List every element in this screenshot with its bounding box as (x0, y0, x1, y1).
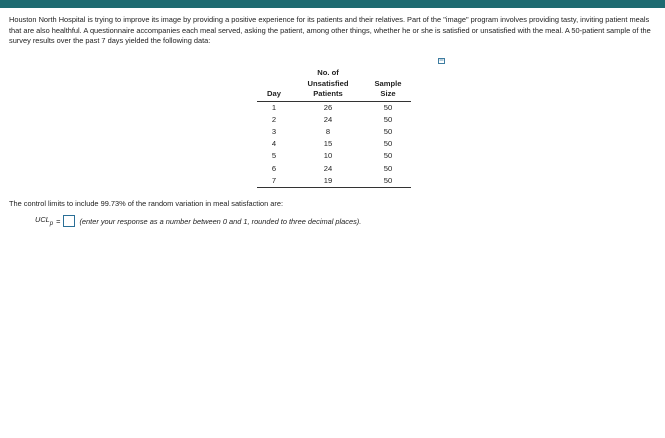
ucl-answer-line (35, 215, 361, 227)
cell-day: 3 (271, 126, 277, 136)
table-row (257, 150, 411, 162)
cell-unsatisfied: 26 (323, 102, 333, 112)
ucl-answer-input[interactable] (63, 215, 75, 227)
cell-unsatisfied: 24 (323, 114, 333, 124)
table-row (257, 114, 411, 126)
cell-sample-size: 50 (383, 139, 393, 149)
table-header-row (257, 68, 411, 101)
top-bar (0, 0, 665, 8)
cell-unsatisfied: 8 (325, 126, 331, 136)
cell-day: 7 (257, 175, 291, 188)
table-row (257, 175, 411, 188)
table-row (257, 126, 411, 138)
cell-day: 1 (271, 102, 277, 112)
cell-day: 5 (271, 151, 277, 161)
cell-unsatisfied: 15 (323, 139, 333, 149)
header-unsatisfied: No. of Unsatisfied Patients (291, 68, 365, 101)
answer-hint: (enter your response as a number between 0 and 1, rounded to three decimal places). (79, 216, 362, 226)
ucl-label: $UCL_p$ (35, 215, 54, 227)
header-day: Day (257, 68, 291, 101)
survey-data-table (257, 68, 411, 188)
table-row (257, 138, 411, 150)
problem-text: Houston North Hospital is trying to improve its image by providing a positive experience for its patients and their relatives. Part of the "image" program involves providing tasty, inviting patient meals that are also healthful. A questionnaire accompanies each meal served, asking the patient, among other things, whether he or she is satisfied or unsatisfied with the meal. A 50-patient sample of the survey results over the past 7 days yielded the following data: (9, 15, 651, 46)
control-limits-statement: The control limits to include 99.73% of the random variation in meal satisfaction are: (9, 199, 284, 208)
cell-sample-size: 50 (383, 151, 393, 161)
cell-day: 4 (271, 139, 277, 149)
cell-unsatisfied: 10 (323, 151, 333, 161)
equals-sign: = (56, 216, 61, 226)
cell-sample-size: 50 (383, 163, 393, 173)
copy-icon[interactable] (438, 58, 445, 64)
table-row (257, 163, 411, 175)
cell-sample-size: 50 (383, 102, 393, 112)
cell-day: 2 (271, 114, 277, 124)
cell-unsatisfied: 19 (291, 175, 365, 188)
cell-unsatisfied: 24 (323, 163, 333, 173)
cell-sample-size: 50 (383, 114, 393, 124)
table-row (257, 101, 411, 114)
cell-sample-size: 50 (365, 175, 411, 188)
cell-day: 6 (271, 163, 277, 173)
cell-sample-size: 50 (383, 126, 393, 136)
header-sample-size: Sample Size (365, 68, 411, 101)
